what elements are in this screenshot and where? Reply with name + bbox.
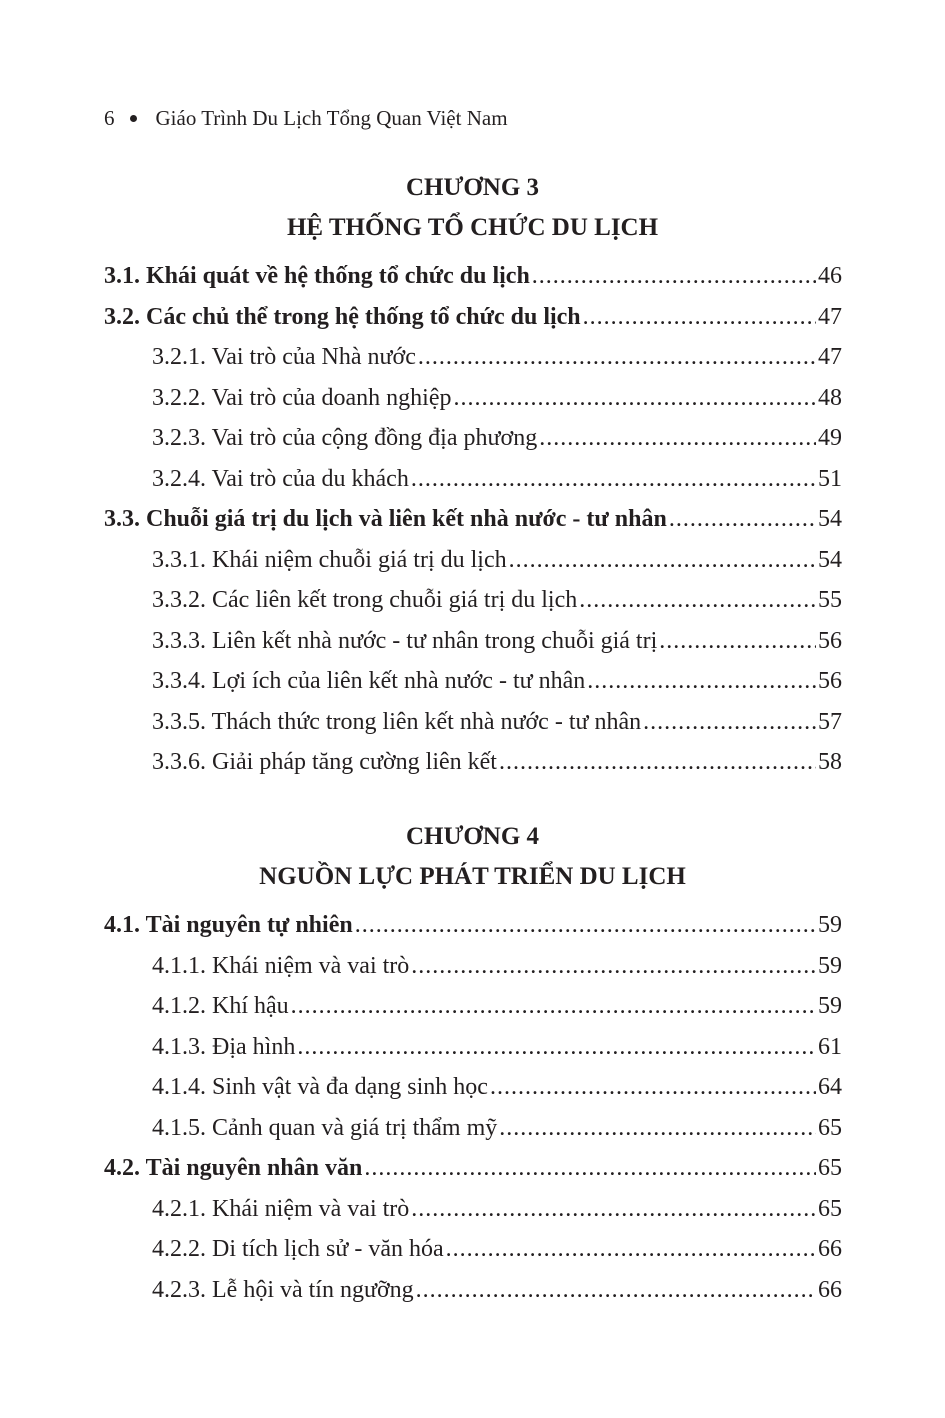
toc-entry[interactable] bbox=[104, 506, 842, 547]
toc-entry-label: 3.3.3. Liên kết nhà nước - tư nhân trong chuỗi giá trị bbox=[152, 627, 658, 654]
chapter-label: CHƯƠNG 4 bbox=[405, 823, 540, 850]
dot-leader bbox=[291, 993, 816, 1020]
chapter-label: CHƯƠNG 3 bbox=[405, 174, 540, 201]
dot-leader bbox=[532, 263, 816, 290]
toc-entry-page: 46 bbox=[818, 263, 842, 289]
toc-entry-label: 3.3.1. Khái niệm chuỗi giá trị du lịch bbox=[152, 546, 507, 573]
toc-list-chapter-4 bbox=[104, 912, 842, 1317]
toc-entry-page: 65 bbox=[818, 1195, 842, 1222]
running-header bbox=[104, 106, 508, 131]
dot-leader bbox=[583, 304, 816, 331]
toc-entry-label: 3.3.4. Lợi ích của liên kết nhà nước - tư nhân bbox=[152, 668, 586, 694]
dot-leader bbox=[659, 628, 816, 655]
toc-entry[interactable] bbox=[104, 1155, 842, 1196]
dot-leader bbox=[643, 709, 816, 736]
dot-leader bbox=[499, 1115, 816, 1142]
dot-leader bbox=[669, 506, 816, 533]
toc-entry-page: 51 bbox=[818, 465, 842, 492]
toc-entry-label: 4.2.3. Lễ hội và tín ngưỡng bbox=[152, 1276, 414, 1303]
toc-entry-page: 47 bbox=[818, 303, 842, 330]
dot-leader bbox=[355, 912, 816, 939]
toc-entry-page: 59 bbox=[818, 912, 842, 938]
toc-entry-label: 4.1.2. Khí hậu bbox=[152, 993, 289, 1019]
toc-entry-page: 65 bbox=[818, 1114, 842, 1141]
toc-entry-label: 3.2.1. Vai trò của Nhà nước bbox=[152, 344, 416, 370]
toc-entry[interactable] bbox=[104, 1074, 842, 1115]
toc-entry-page: 59 bbox=[818, 993, 842, 1019]
toc-entry-page: 57 bbox=[818, 708, 842, 735]
toc-entry[interactable] bbox=[104, 466, 842, 507]
toc-entry-page: 54 bbox=[818, 506, 842, 532]
chapter-4-heading bbox=[0, 817, 945, 897]
toc-entry[interactable] bbox=[104, 993, 842, 1034]
toc-entry-label: 3.3.6. Giải pháp tăng cường liên kết bbox=[152, 749, 497, 775]
toc-entry[interactable] bbox=[104, 385, 842, 426]
toc-entry-label: 4.1. Tài nguyên tự nhiên bbox=[104, 912, 353, 938]
book-title: Giáo Trình Du Lịch Tổng Quan Việt Nam bbox=[155, 106, 508, 130]
toc-entry-label: 4.2.2. Di tích lịch sử - văn hóa bbox=[152, 1236, 444, 1262]
toc-entry[interactable] bbox=[104, 1277, 842, 1318]
toc-entry[interactable] bbox=[104, 912, 842, 953]
dot-leader bbox=[499, 749, 816, 776]
toc-entry-page: 61 bbox=[818, 1033, 842, 1060]
dot-leader bbox=[418, 344, 816, 371]
toc-entry[interactable] bbox=[104, 1196, 842, 1237]
toc-entry-label: 4.1.3. Địa hình bbox=[152, 1033, 296, 1060]
dot-leader bbox=[490, 1074, 816, 1101]
toc-entry-label: 3.3. Chuỗi giá trị du lịch và liên kết nhà nước - tư nhân bbox=[104, 506, 667, 532]
dot-leader bbox=[411, 1196, 816, 1223]
dot-leader bbox=[411, 466, 816, 493]
toc-entry-page: 49 bbox=[818, 425, 842, 451]
toc-entry-label: 4.1.1. Khái niệm và vai trò bbox=[152, 952, 410, 979]
toc-entry-label: 3.1. Khái quát về hệ thống tổ chức du lịch bbox=[104, 263, 530, 289]
toc-entry[interactable] bbox=[104, 668, 842, 709]
toc-entry[interactable] bbox=[104, 1115, 842, 1156]
toc-entry-page: 66 bbox=[818, 1236, 842, 1262]
toc-entry[interactable] bbox=[104, 344, 842, 385]
toc-entry[interactable] bbox=[104, 304, 842, 345]
toc-entry-page: 54 bbox=[818, 546, 842, 573]
toc-entry[interactable] bbox=[104, 547, 842, 588]
toc-entry-page: 59 bbox=[818, 952, 842, 979]
dot-leader bbox=[416, 1277, 816, 1304]
dot-leader bbox=[579, 587, 816, 614]
toc-entry-page: 66 bbox=[818, 1276, 842, 1303]
toc-entry[interactable] bbox=[104, 953, 842, 994]
dot-leader bbox=[539, 425, 816, 452]
dot-leader bbox=[297, 1034, 816, 1061]
toc-entry-label: 3.3.5. Thách thức trong liên kết nhà nước - tư nhân bbox=[152, 708, 642, 735]
toc-entry-page: 58 bbox=[818, 749, 842, 775]
toc-list-chapter-3 bbox=[104, 263, 842, 790]
toc-entry-label: 3.2.4. Vai trò của du khách bbox=[152, 465, 409, 492]
dot-leader bbox=[587, 668, 816, 695]
toc-entry-page: 64 bbox=[818, 1074, 842, 1100]
toc-entry-page: 56 bbox=[818, 668, 842, 694]
toc-entry[interactable] bbox=[104, 425, 842, 466]
page-number: 6 bbox=[104, 106, 115, 130]
bullet-icon bbox=[130, 115, 137, 122]
toc-entry-label: 4.1.4. Sinh vật và đa dạng sinh học bbox=[152, 1074, 488, 1100]
dot-leader bbox=[364, 1155, 816, 1182]
chapter-3-heading bbox=[0, 168, 945, 248]
chapter-title: NGUỒN LỰC PHÁT TRIỂN DU LỊCH bbox=[259, 863, 686, 890]
toc-entry[interactable] bbox=[104, 587, 842, 628]
toc-entry-label: 3.2. Các chủ thể trong hệ thống tổ chức du lịch bbox=[104, 303, 581, 330]
toc-entry[interactable] bbox=[104, 1034, 842, 1075]
toc-entry[interactable] bbox=[104, 263, 842, 304]
dot-leader bbox=[509, 547, 816, 574]
toc-entry[interactable] bbox=[104, 628, 842, 669]
toc-entry-page: 48 bbox=[818, 384, 842, 411]
toc-entry-label: 3.2.2. Vai trò của doanh nghiệp bbox=[152, 384, 452, 411]
toc-entry-label: 3.2.3. Vai trò của cộng đồng địa phương bbox=[152, 425, 538, 451]
toc-entry-page: 65 bbox=[818, 1155, 842, 1181]
toc-entry-page: 56 bbox=[818, 627, 842, 654]
toc-entry[interactable] bbox=[104, 749, 842, 790]
toc-entry[interactable] bbox=[104, 1236, 842, 1277]
dot-leader bbox=[446, 1236, 816, 1263]
toc-entry-page: 55 bbox=[818, 587, 842, 613]
toc-entry-label: 4.2. Tài nguyên nhân văn bbox=[104, 1155, 363, 1181]
toc-entry[interactable] bbox=[104, 709, 842, 750]
dot-leader bbox=[454, 385, 817, 412]
toc-entry-label: 4.2.1. Khái niệm và vai trò bbox=[152, 1195, 410, 1222]
toc-entry-label: 4.1.5. Cảnh quan và giá trị thẩm mỹ bbox=[152, 1114, 498, 1141]
dot-leader bbox=[411, 953, 816, 980]
toc-entry-page: 47 bbox=[818, 344, 842, 370]
toc-entry-label: 3.3.2. Các liên kết trong chuỗi giá trị du lịch bbox=[152, 587, 578, 613]
chapter-title: HỆ THỐNG TỔ CHỨC DU LỊCH bbox=[286, 214, 659, 241]
